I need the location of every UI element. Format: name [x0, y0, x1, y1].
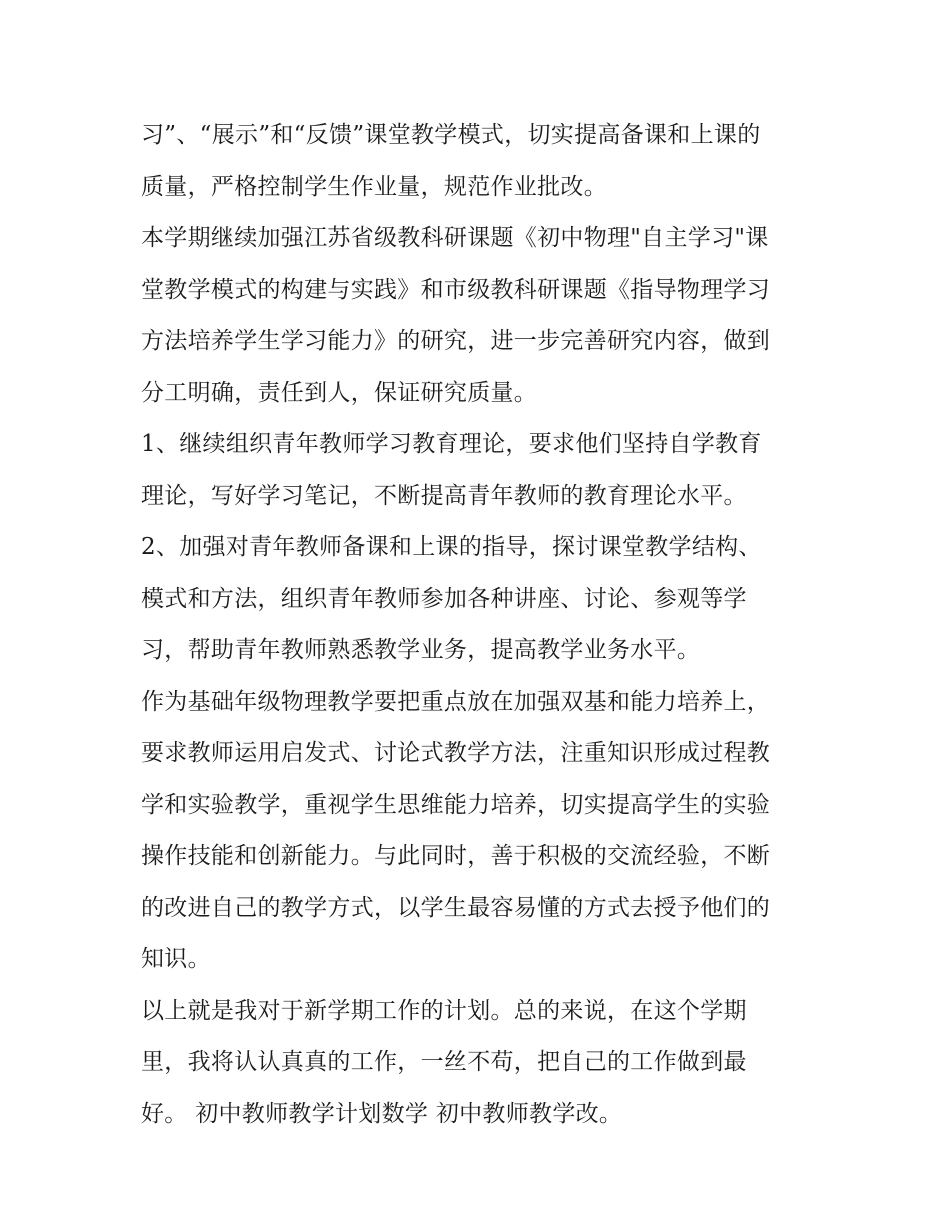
paragraph-item-1: [141, 419, 821, 522]
text-line: 本学期继续加强江苏省级教科研课题《初中物理"自主学习"课: [141, 225, 769, 251]
text-line: 知识。: [141, 946, 211, 972]
text-line: 习，帮助青年教师熟悉教学业务，提高教学业务水平。: [141, 637, 701, 663]
text-line: 1、继续组织青年教师学习教育理论，要求他们坚持自学教育: [141, 431, 762, 457]
text-line: 分工明确，责任到人，保证研究质量。: [141, 379, 538, 406]
text-line: 要求教师运用启发式、讨论式教学方法，注重知识形成过程教: [141, 740, 771, 766]
text-line: 堂教学模式的构建与实践》和市级教科研课题《指导物理学习: [141, 276, 771, 303]
text-line: 作为基础年级物理教学要把重点放在加强双基和能力培养上，: [141, 688, 771, 715]
document-body: [141, 110, 821, 1140]
paragraph-research-topics: [141, 213, 821, 419]
text-line: 2、加强对青年教师备课和上课的指导，探讨课堂教学结构、: [141, 534, 762, 560]
text-line: 里，我将认认真真的工作，一丝不苟，把自己的工作做到最: [141, 1049, 747, 1075]
text-line: 的改进自己的教学方式，以学生最容易懂的方式去授予他们的: [141, 894, 771, 921]
text-line: 习”、“展示”和“反馈”课堂教学模式，切实提高备课和上课的: [141, 122, 761, 148]
paragraph-basic-grade: [141, 677, 821, 986]
text-line: 理论，写好学习笔记，不断提高青年教师的教育理论水平。: [141, 482, 747, 509]
paragraph-teaching-mode: [141, 110, 821, 213]
text-line: 操作技能和创新能力。与此同时，善于积极的交流经验，不断: [141, 843, 771, 869]
text-line: 以上就是我对于新学期工作的计划。总的来说，在这个学期: [141, 997, 747, 1024]
paragraph-conclusion: [141, 986, 821, 1141]
text-line: 好。 初中教师教学计划数学 初中教师教学改。: [141, 1100, 623, 1127]
paragraph-item-2: [141, 522, 821, 677]
text-line: 模式和方法，组织青年教师参加各种讲座、讨论、参观等学: [141, 585, 747, 612]
text-line: 质量，严格控制学生作业量，规范作业批改。: [141, 173, 607, 200]
text-line: 方法培养学生学习能力》的研究，进一步完善研究内容，做到: [141, 328, 771, 354]
text-line: 学和实验教学，重视学生思维能力培养，切实提高学生的实验: [141, 791, 771, 818]
